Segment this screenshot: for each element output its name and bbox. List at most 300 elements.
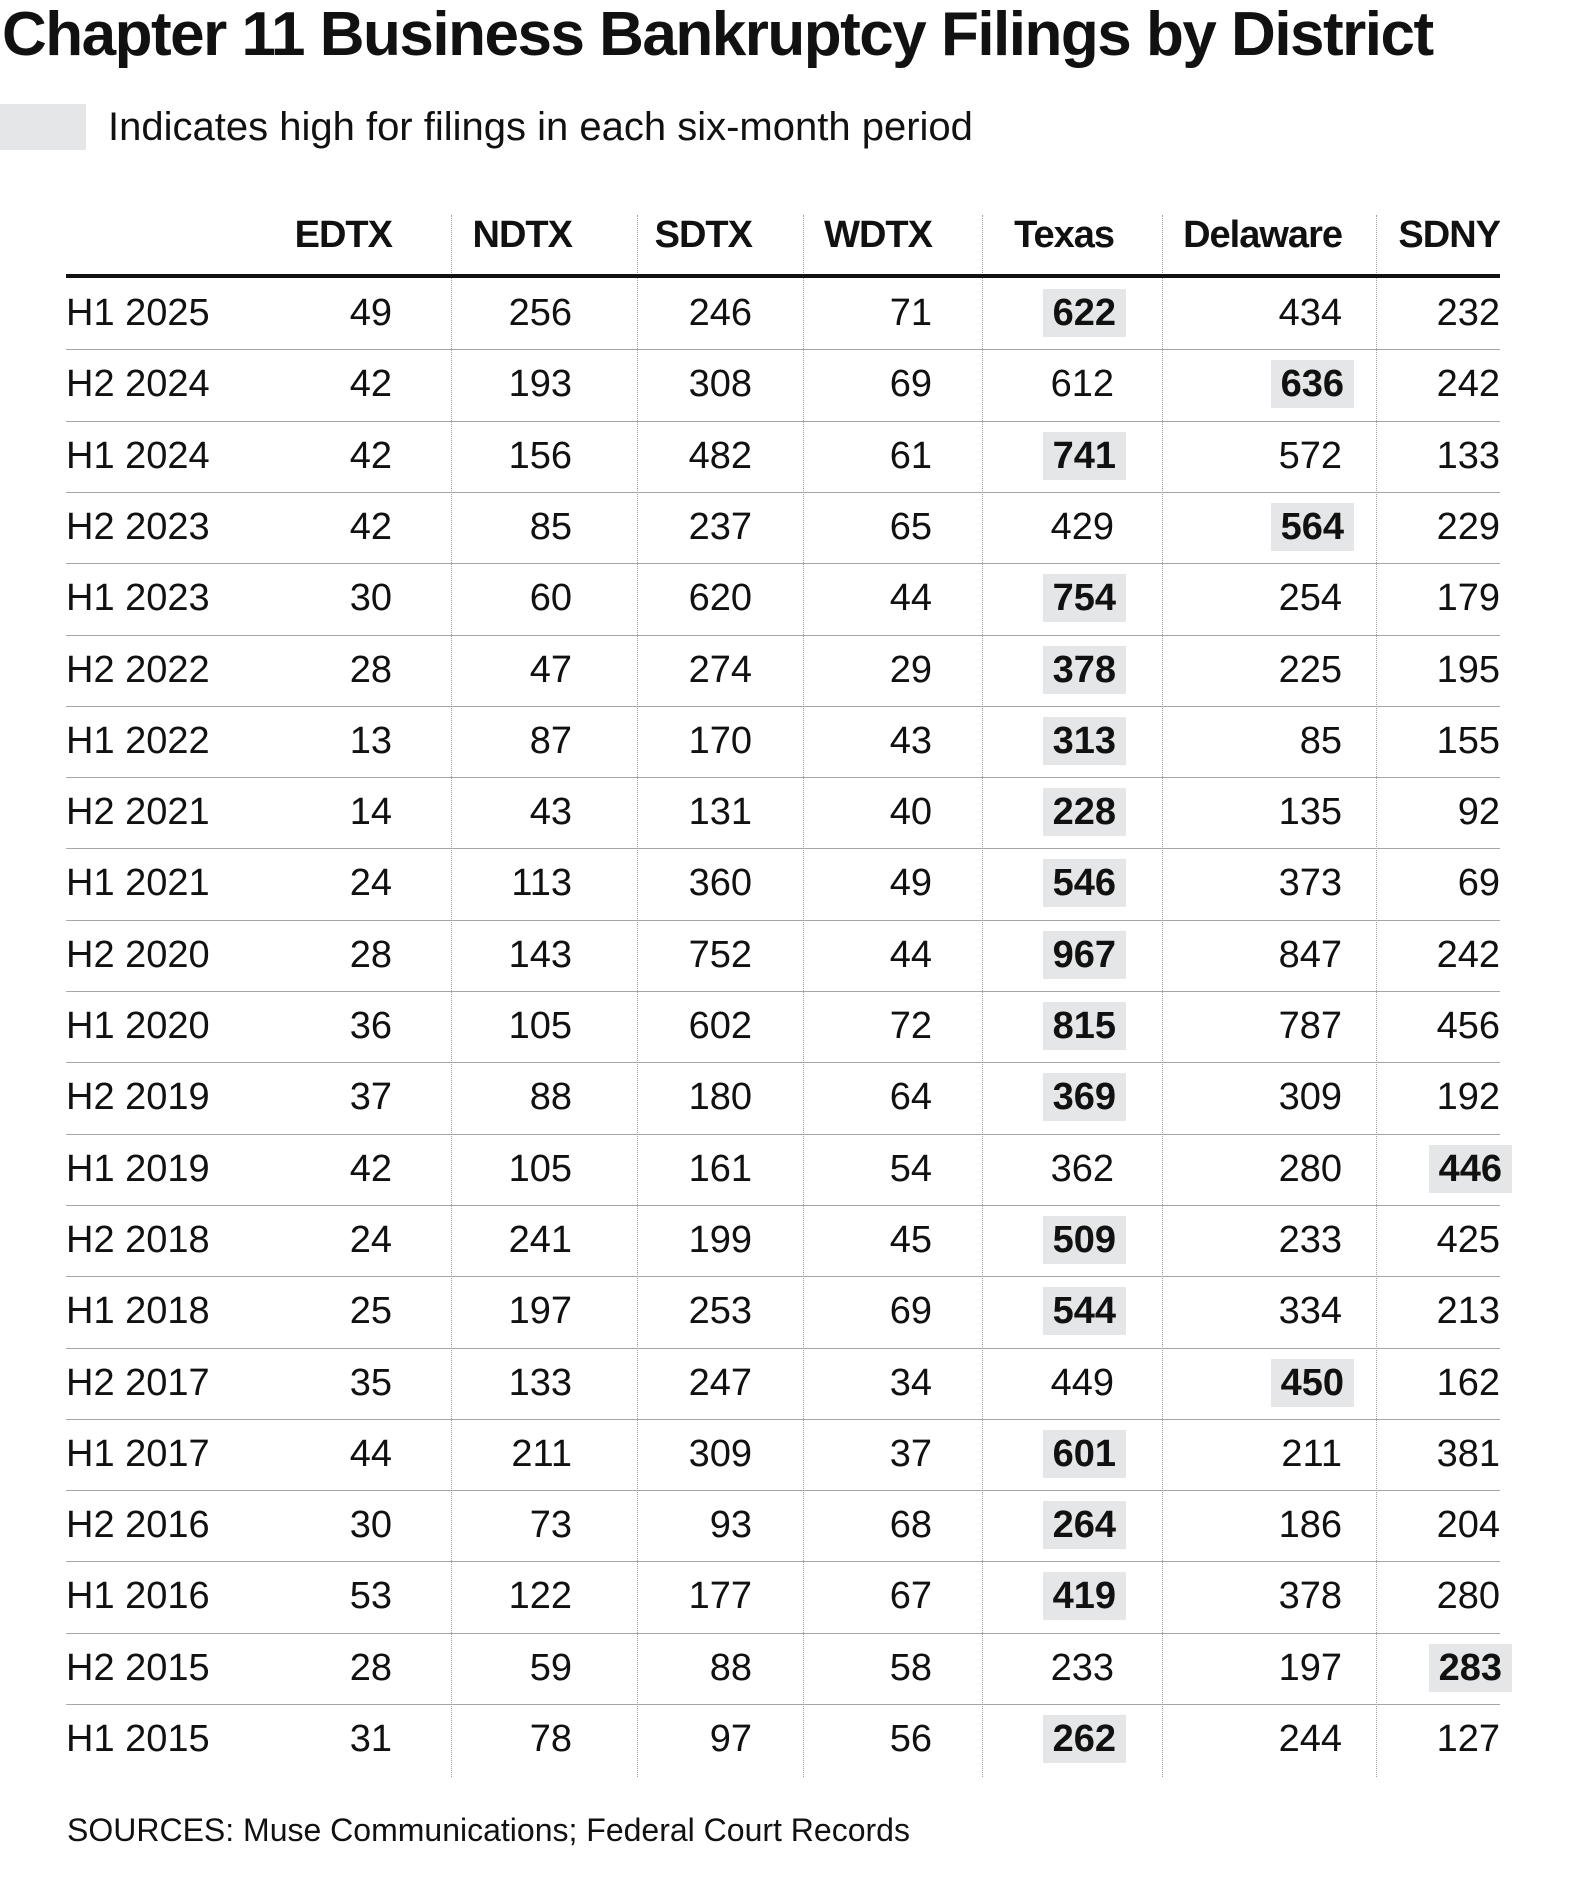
cell-value: 72 (889, 1005, 932, 1047)
table-cell (555, 1134, 755, 1205)
table-cell (555, 1633, 755, 1704)
table-cell (555, 777, 755, 848)
table-cell (735, 1348, 935, 1419)
cell-value: 369 (1043, 1073, 1126, 1121)
cell-value: 620 (688, 577, 752, 620)
cell-value: 177 (688, 1575, 752, 1618)
table-cell (195, 563, 395, 634)
row-label: H2 2024 (66, 363, 210, 406)
table-cell (917, 492, 1117, 563)
table-cell (375, 1062, 575, 1133)
cell-value: 429 (1050, 505, 1114, 548)
cell-value: 308 (688, 363, 752, 406)
table-cell (555, 1419, 755, 1490)
table-cell (375, 1205, 575, 1276)
table-cell-high (926, 1276, 1126, 1347)
cell-value: 815 (1043, 1002, 1126, 1050)
table-cell-high (926, 777, 1126, 848)
cell-value: 42 (349, 505, 392, 548)
cell-value: 280 (1278, 1147, 1342, 1190)
cell-value: 161 (688, 1147, 752, 1190)
table-cell (195, 421, 395, 492)
cell-value: 564 (1271, 503, 1354, 551)
table-cell (1303, 1276, 1503, 1347)
table-cell (1303, 1704, 1503, 1775)
table-cell (375, 1704, 575, 1775)
table-cell (375, 1561, 575, 1632)
row-label: H1 2024 (66, 434, 210, 477)
cell-value: 85 (529, 505, 572, 548)
table-cell (735, 848, 935, 919)
table-cell (195, 1704, 395, 1775)
cell-value: 381 (1436, 1432, 1500, 1475)
table-cell (195, 278, 395, 349)
cell-value: 133 (508, 1361, 572, 1404)
cell-value: 247 (688, 1361, 752, 1404)
cell-value: 752 (688, 933, 752, 976)
table-cell-high (926, 563, 1126, 634)
table-cell-high (926, 991, 1126, 1062)
cell-value: 87 (529, 719, 572, 762)
table-cell (735, 349, 935, 420)
cell-value: 73 (529, 1504, 572, 1547)
cell-value: 456 (1436, 1005, 1500, 1047)
cell-value: 42 (349, 363, 392, 406)
cell-value: 186 (1278, 1504, 1342, 1547)
cell-value: 37 (889, 1432, 932, 1475)
cell-value: 49 (889, 862, 932, 905)
row-label: H1 2022 (66, 719, 210, 762)
cell-value: 43 (529, 791, 572, 834)
cell-value: 69 (1457, 862, 1500, 905)
row-label: H2 2018 (66, 1218, 210, 1261)
cell-value: 69 (889, 363, 932, 406)
cell-value: 37 (349, 1076, 392, 1119)
table-cell (555, 1704, 755, 1775)
table-cell (735, 1490, 935, 1561)
cell-value: 847 (1278, 933, 1342, 976)
cell-value: 68 (889, 1504, 932, 1547)
legend-swatch (0, 104, 86, 150)
table-cell (1303, 278, 1503, 349)
cell-value: 601 (1043, 1430, 1126, 1478)
table-cell (1303, 1348, 1503, 1419)
table-cell (375, 777, 575, 848)
table-cell (917, 1633, 1117, 1704)
table-cell (195, 706, 395, 777)
cell-value: 233 (1050, 1646, 1114, 1689)
table-cell (735, 777, 935, 848)
cell-value: 69 (889, 1290, 932, 1333)
cell-value: 211 (1281, 1432, 1342, 1475)
table-cell (735, 1134, 935, 1205)
cell-value: 92 (1457, 791, 1500, 834)
cell-value: 256 (508, 292, 572, 334)
cell-value: 242 (1436, 363, 1500, 406)
table-cell (735, 1561, 935, 1632)
cell-value: 241 (508, 1218, 572, 1261)
table-cell (375, 1276, 575, 1347)
cell-value: 155 (1436, 719, 1500, 762)
table-cell (375, 563, 575, 634)
row-label: H1 2016 (66, 1575, 210, 1618)
table-cell (375, 706, 575, 777)
row-label: H2 2023 (66, 505, 210, 548)
column-header-sdny: SDNY (1398, 214, 1500, 256)
row-label: H1 2015 (66, 1718, 210, 1760)
cell-value: 105 (508, 1147, 572, 1190)
cell-value: 85 (1299, 719, 1342, 762)
legend (0, 104, 973, 150)
cell-value: 544 (1043, 1287, 1126, 1335)
cell-value: 30 (349, 1504, 392, 1547)
cell-value: 31 (349, 1718, 392, 1760)
table-cell (1303, 1490, 1503, 1561)
cell-value: 135 (1278, 791, 1342, 834)
table-cell (1303, 563, 1503, 634)
cell-value: 228 (1043, 788, 1126, 836)
cell-value: 59 (529, 1646, 572, 1689)
cell-value: 313 (1043, 717, 1126, 765)
cell-value: 24 (349, 1218, 392, 1261)
cell-value: 253 (688, 1290, 752, 1333)
table-cell (1303, 777, 1503, 848)
table-cell (375, 1419, 575, 1490)
row-label: H2 2015 (66, 1646, 210, 1689)
cell-value: 787 (1278, 1005, 1342, 1047)
cell-value: 35 (349, 1361, 392, 1404)
table-cell (735, 991, 935, 1062)
table-cell (195, 635, 395, 706)
cell-value: 71 (889, 292, 932, 334)
table-cell-high (926, 920, 1126, 991)
table-cell-high (926, 1704, 1126, 1775)
cell-value: 65 (889, 505, 932, 548)
table-cell-high (926, 1561, 1126, 1632)
table-cell (195, 492, 395, 563)
table-cell (735, 1419, 935, 1490)
table-cell (555, 635, 755, 706)
table-cell (375, 1490, 575, 1561)
table-cell (375, 421, 575, 492)
cell-value: 225 (1278, 648, 1342, 691)
table-cell (735, 1704, 935, 1775)
cell-value: 197 (1278, 1646, 1342, 1689)
cell-value: 13 (349, 719, 392, 762)
table-cell (735, 1062, 935, 1133)
table-cell (555, 848, 755, 919)
cell-value: 254 (1278, 577, 1342, 620)
table-cell (555, 1062, 755, 1133)
cell-value: 450 (1271, 1359, 1354, 1407)
table-cell (375, 278, 575, 349)
row-label: H1 2019 (66, 1147, 210, 1190)
cell-value: 482 (688, 434, 752, 477)
table-cell (1303, 920, 1503, 991)
table-cell-high (926, 1419, 1126, 1490)
table-cell (195, 1134, 395, 1205)
cell-value: 122 (508, 1575, 572, 1618)
table-cell (1303, 1561, 1503, 1632)
cell-value: 28 (349, 933, 392, 976)
cell-value: 113 (511, 862, 572, 905)
cell-value: 40 (889, 791, 932, 834)
table-cell (195, 777, 395, 848)
cell-value: 44 (889, 933, 932, 976)
row-label: H1 2017 (66, 1432, 210, 1475)
table-cell (555, 1348, 755, 1419)
row-label: H2 2016 (66, 1504, 210, 1547)
cell-value: 78 (529, 1718, 572, 1760)
table-cell (1303, 1205, 1503, 1276)
table-cell-high (926, 1062, 1126, 1133)
table-cell (195, 1633, 395, 1704)
table-cell (1303, 635, 1503, 706)
cell-value: 309 (1278, 1076, 1342, 1119)
table-cell (1303, 848, 1503, 919)
cell-value: 179 (1436, 577, 1500, 620)
cell-value: 264 (1043, 1501, 1126, 1549)
table-cell (1303, 991, 1503, 1062)
table-cell (1303, 349, 1503, 420)
cell-value: 193 (508, 363, 572, 406)
cell-value: 131 (688, 791, 752, 834)
table-cell (555, 421, 755, 492)
cell-value: 192 (1436, 1076, 1500, 1119)
cell-value: 232 (1436, 292, 1500, 334)
cell-value: 133 (1436, 434, 1500, 477)
cell-value: 28 (349, 1646, 392, 1689)
cell-value: 360 (688, 862, 752, 905)
table-cell (555, 920, 755, 991)
cell-value: 143 (508, 933, 572, 976)
row-label: H1 2021 (66, 862, 210, 905)
cell-value: 54 (889, 1147, 932, 1190)
source-note: SOURCES: Muse Communications; Federal Court Records (67, 1812, 910, 1848)
table-cell (1303, 492, 1503, 563)
column-header-delaware: Delaware (1183, 214, 1342, 256)
table-cell-high (926, 278, 1126, 349)
table-cell (375, 991, 575, 1062)
cell-value: 43 (889, 719, 932, 762)
cell-value: 162 (1436, 1361, 1500, 1404)
column-header-edtx: EDTX (294, 214, 392, 256)
cell-value: 636 (1271, 360, 1354, 408)
cell-value: 237 (688, 505, 752, 548)
table-cell-high (926, 706, 1126, 777)
table-cell (195, 1205, 395, 1276)
cell-value: 88 (529, 1076, 572, 1119)
table-cell (735, 421, 935, 492)
cell-value: 602 (688, 1005, 752, 1047)
cell-value: 280 (1436, 1575, 1500, 1618)
table-cell (735, 706, 935, 777)
cell-value: 622 (1043, 289, 1126, 337)
cell-value: 156 (508, 434, 572, 477)
table-cell-high (1312, 1633, 1512, 1704)
cell-value: 195 (1436, 648, 1500, 691)
table-cell-high (926, 1490, 1126, 1561)
cell-value: 42 (349, 434, 392, 477)
column-header-ndtx: NDTX (472, 214, 572, 256)
table-cell (375, 1134, 575, 1205)
cell-value: 61 (889, 434, 932, 477)
cell-value: 42 (349, 1147, 392, 1190)
cell-value: 211 (511, 1432, 572, 1475)
cell-value: 967 (1043, 931, 1126, 979)
column-header-wdtx: WDTX (824, 214, 932, 256)
table-cell (735, 278, 935, 349)
table-cell-high (926, 421, 1126, 492)
cell-value: 24 (349, 862, 392, 905)
cell-value: 274 (688, 648, 752, 691)
cell-value: 49 (349, 292, 392, 334)
table-cell (555, 1561, 755, 1632)
table-cell (195, 991, 395, 1062)
table-cell (735, 1205, 935, 1276)
cell-value: 262 (1043, 1715, 1126, 1763)
cell-value: 378 (1043, 646, 1126, 694)
cell-value: 233 (1278, 1218, 1342, 1261)
table-cell (375, 920, 575, 991)
table-cell (195, 349, 395, 420)
cell-value: 30 (349, 577, 392, 620)
row-label: H1 2020 (66, 1005, 210, 1047)
cell-value: 14 (349, 791, 392, 834)
table-cell (917, 1134, 1117, 1205)
table-cell (735, 492, 935, 563)
chart-title: Chapter 11 Business Bankruptcy Filings by District (2, 0, 1433, 69)
table-cell (1303, 1062, 1503, 1133)
table-cell (1303, 1419, 1503, 1490)
table-cell (1303, 706, 1503, 777)
table-cell (375, 848, 575, 919)
cell-value: 29 (889, 648, 932, 691)
cell-value: 67 (889, 1575, 932, 1618)
cell-value: 362 (1050, 1147, 1114, 1190)
table-cell (375, 1633, 575, 1704)
cell-value: 425 (1436, 1218, 1500, 1261)
row-label: H2 2020 (66, 933, 210, 976)
cell-value: 434 (1278, 292, 1342, 334)
cell-value: 242 (1436, 933, 1500, 976)
row-label: H1 2025 (66, 292, 210, 334)
cell-value: 45 (889, 1218, 932, 1261)
cell-value: 612 (1050, 363, 1114, 406)
row-label: H2 2021 (66, 791, 210, 834)
cell-value: 197 (508, 1290, 572, 1333)
table-cell (555, 492, 755, 563)
cell-value: 446 (1429, 1145, 1512, 1193)
cell-value: 56 (889, 1718, 932, 1760)
table-cell (195, 1062, 395, 1133)
cell-value: 229 (1436, 505, 1500, 548)
column-header-sdtx: SDTX (654, 214, 752, 256)
table-cell (555, 349, 755, 420)
table-cell (555, 1205, 755, 1276)
cell-value: 88 (709, 1646, 752, 1689)
table-cell (555, 991, 755, 1062)
cell-value: 44 (349, 1432, 392, 1475)
row-label: H2 2017 (66, 1361, 210, 1404)
table-cell (917, 349, 1117, 420)
table-cell (555, 1490, 755, 1561)
table-cell (195, 1348, 395, 1419)
table-cell (195, 920, 395, 991)
table-cell (555, 1276, 755, 1347)
cell-value: 741 (1043, 432, 1126, 480)
cell-value: 93 (709, 1504, 752, 1547)
column-header-texas: Texas (1014, 214, 1114, 256)
cell-value: 34 (889, 1361, 932, 1404)
cell-value: 105 (508, 1005, 572, 1047)
cell-value: 213 (1436, 1290, 1500, 1333)
cell-value: 44 (889, 577, 932, 620)
legend-label: Indicates high for filings in each six-month period (108, 104, 973, 149)
cell-value: 36 (349, 1005, 392, 1047)
table-cell (195, 1419, 395, 1490)
row-label: H2 2022 (66, 648, 210, 691)
cell-value: 60 (529, 577, 572, 620)
cell-value: 199 (688, 1218, 752, 1261)
table-cell (375, 492, 575, 563)
table-cell (555, 563, 755, 634)
cell-value: 509 (1043, 1216, 1126, 1264)
table-cell (195, 1276, 395, 1347)
table-cell (375, 635, 575, 706)
cell-value: 246 (688, 292, 752, 334)
table-cell (917, 1348, 1117, 1419)
table-cell (195, 1561, 395, 1632)
table-cell (195, 1490, 395, 1561)
cell-value: 170 (688, 719, 752, 762)
row-label: H1 2023 (66, 577, 210, 620)
table-cell (555, 706, 755, 777)
cell-value: 53 (349, 1575, 392, 1618)
table-cell (735, 563, 935, 634)
cell-value: 127 (1436, 1718, 1500, 1760)
cell-value: 97 (709, 1718, 752, 1760)
cell-value: 244 (1278, 1718, 1342, 1760)
table-cell-high (926, 848, 1126, 919)
cell-value: 283 (1429, 1644, 1512, 1692)
cell-value: 28 (349, 648, 392, 691)
table-cell-high (1312, 1134, 1512, 1205)
cell-value: 58 (889, 1646, 932, 1689)
cell-value: 204 (1436, 1504, 1500, 1547)
cell-value: 546 (1043, 859, 1126, 907)
cell-value: 180 (688, 1076, 752, 1119)
table-cell (735, 920, 935, 991)
table-cell (555, 278, 755, 349)
cell-value: 378 (1278, 1575, 1342, 1618)
cell-value: 572 (1278, 434, 1342, 477)
cell-value: 334 (1278, 1290, 1342, 1333)
cell-value: 47 (529, 648, 572, 691)
cell-value: 419 (1043, 1572, 1126, 1620)
cell-value: 25 (349, 1290, 392, 1333)
cell-value: 373 (1278, 862, 1342, 905)
table-cell (375, 349, 575, 420)
cell-value: 64 (889, 1076, 932, 1119)
table-cell-high (926, 635, 1126, 706)
table-cell-high (926, 1205, 1126, 1276)
row-label: H1 2018 (66, 1290, 210, 1333)
table-cell (735, 1276, 935, 1347)
cell-value: 754 (1043, 574, 1126, 622)
cell-value: 449 (1050, 1361, 1114, 1404)
table-cell (1303, 421, 1503, 492)
